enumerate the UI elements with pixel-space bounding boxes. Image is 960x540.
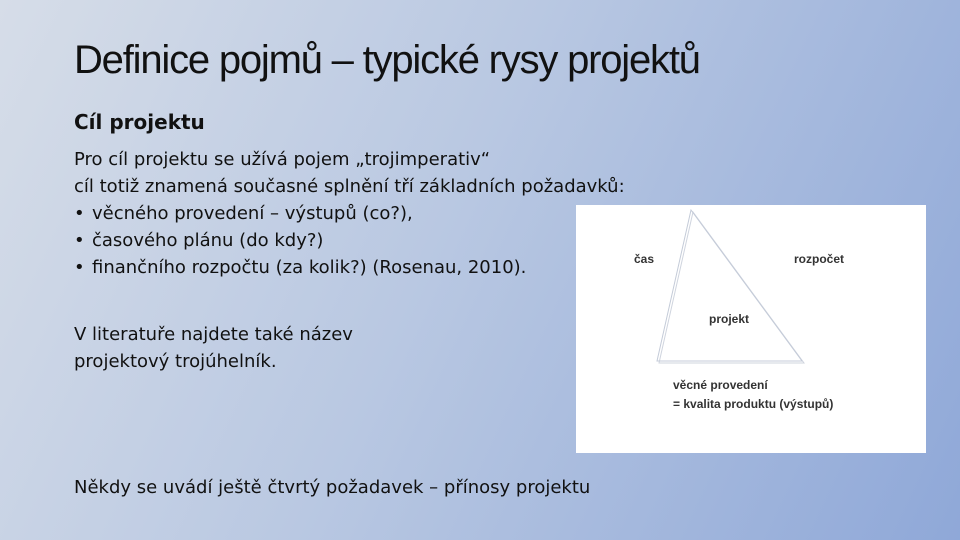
label-scope: věcné provedení [673, 378, 768, 392]
section-heading: Cíl projektu [74, 110, 205, 134]
bullet-icon: • [74, 203, 85, 224]
triangle-diagram [576, 205, 926, 453]
project-triangle-figure [576, 205, 926, 453]
label-project: projekt [709, 312, 750, 326]
intro-line: cíl totiž znamená současné splnění tří základních požadavků: [74, 176, 625, 197]
note-text [74, 321, 494, 375]
bottom-text: Někdy se uvádí ještě čtvrtý požadavek – přínosy projektu [74, 477, 591, 498]
triangle-shadow [659, 212, 804, 363]
bullet-text: časového plánu (do kdy?) [92, 230, 324, 251]
label-time: čas [634, 252, 655, 266]
note-line: V literatuře najdete také název [74, 324, 353, 345]
bullet-text: věcného provedení – výstupů (co?), [92, 203, 413, 224]
note-line: projektový trojúhelník. [74, 351, 277, 372]
triangle-shape [657, 210, 802, 361]
bullet-icon: • [74, 230, 85, 251]
slide-title: Definice pojmů – typické rysy projektů [74, 38, 700, 82]
label-scope-quality: = kvalita produktu (výstupů) [673, 397, 834, 411]
intro-line: Pro cíl projektu se užívá pojem „trojimperativ“ [74, 149, 491, 170]
bullet-text: finančního rozpočtu (za kolik?) (Rosenau, 2010). [92, 257, 527, 278]
label-budget: rozpočet [794, 252, 845, 266]
bullet-icon: • [74, 257, 85, 278]
